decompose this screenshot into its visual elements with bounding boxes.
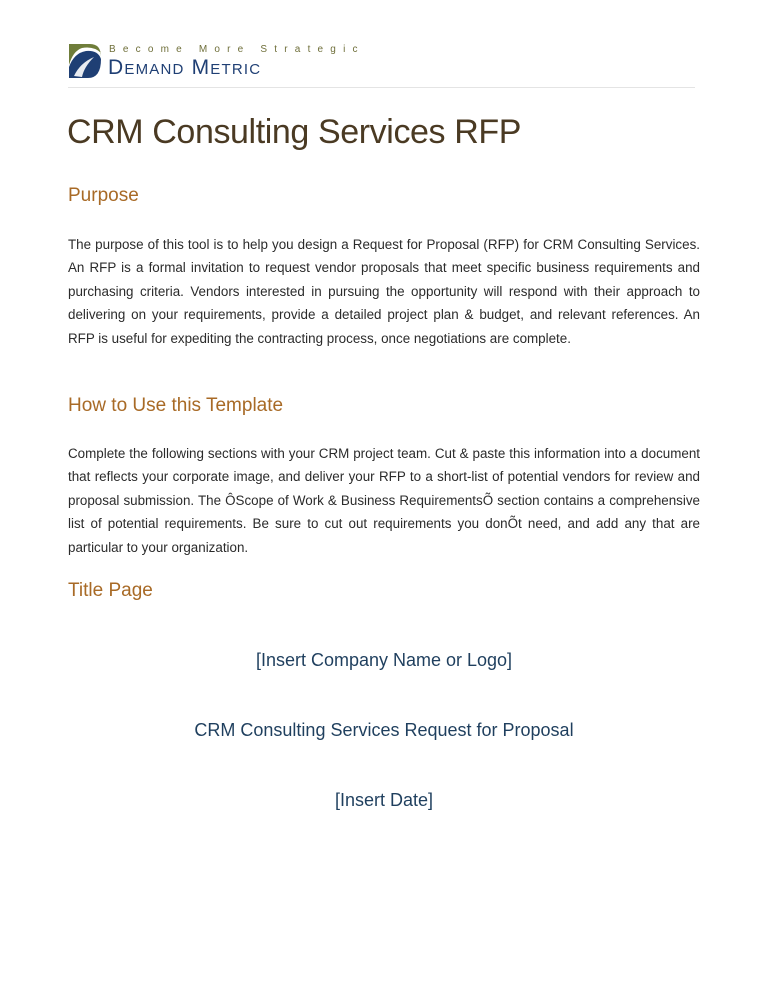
page-title: CRM Consulting Services RFP (67, 113, 521, 151)
company-brand-name: Demand Metric (108, 56, 262, 79)
date-placeholder: [Insert Date] (334, 790, 434, 810)
document-header (68, 40, 698, 88)
proposal-title: CRM Consulting Services Request for Proposal (194, 720, 574, 740)
purpose-paragraph: The purpose of this tool is to help you design a Request for Proposal (RFP) for CRM Consulting Services. An RFP is a formal invitation to request vendor proposals that meet specific business requirements and purchasing criteria. Vendors interested in pursuing the opportunity will respond with their approach to delivering on your requirements, provide a detailed project plan & budget, and relevant references. An RFP is useful for expediting the contracting process, once negotiations are complete. (68, 237, 700, 346)
how-to-use-heading: How to Use this Template (68, 395, 284, 416)
title-page-heading: Title Page (68, 580, 153, 601)
demand-metric-logo-icon (68, 43, 102, 79)
company-tagline: Become More Strategic (109, 44, 365, 55)
header-divider (68, 87, 695, 88)
how-to-use-paragraph: Complete the following sections with your CRM project team. Cut & paste this information into a document that reflects your corporate image, and deliver your RFP to a short-list of potential vendors for review and proposal submission. The ÔScope of Work & Business RequirementsÕ section contains a comprehensive list of potential requirements. Be sure to cut out requirements you donÕt need, and add any that are particular to your organization. (68, 446, 700, 555)
company-name-placeholder: [Insert Company Name or Logo] (255, 650, 513, 670)
purpose-heading: Purpose (68, 185, 139, 206)
